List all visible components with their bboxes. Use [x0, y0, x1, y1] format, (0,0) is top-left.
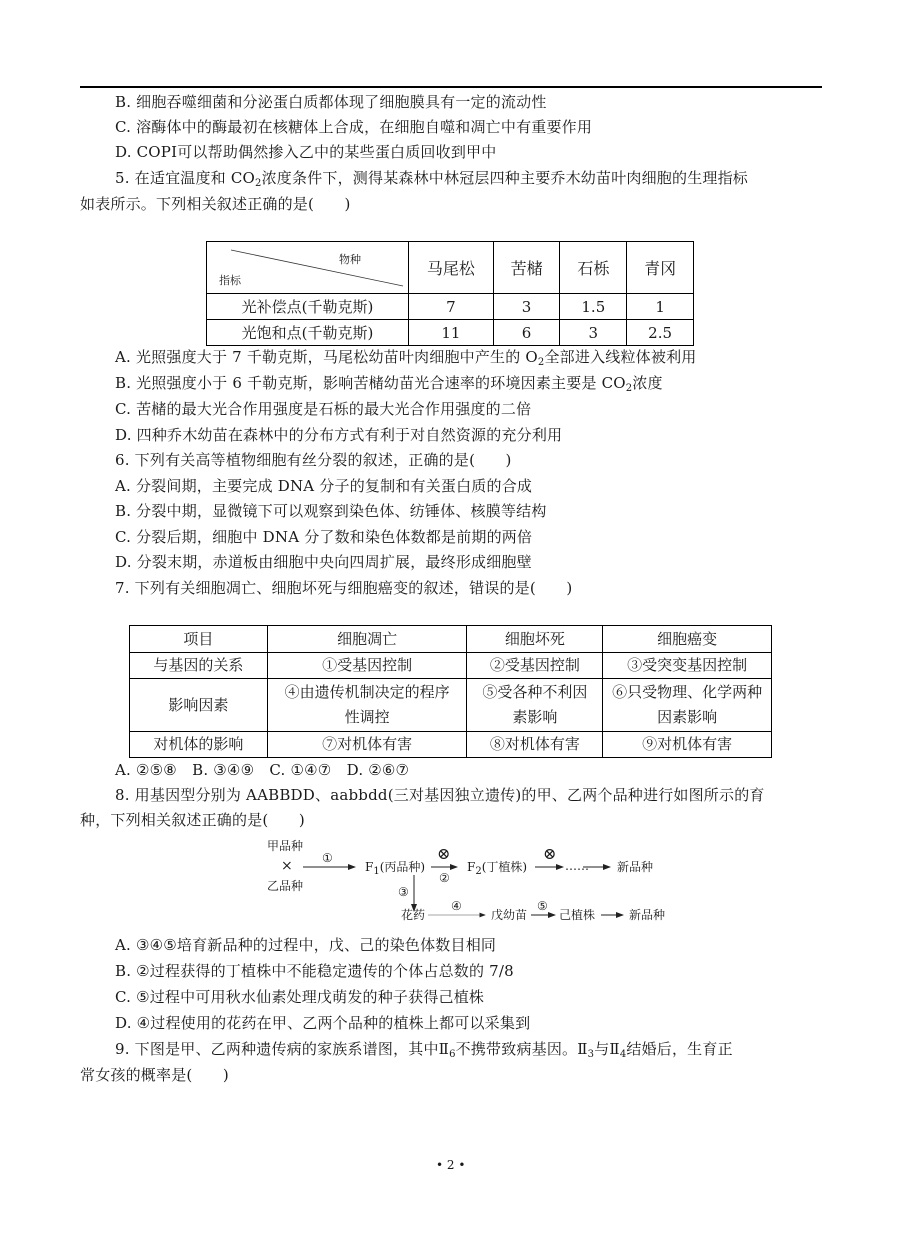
f1-node: $F_1$(丙品种)	[365, 860, 426, 877]
row-label: 与基因的关系	[130, 653, 268, 679]
q8-option-a: A. ③④⑤培育新品种的过程中，戊、己的染色体数目相同	[115, 936, 497, 954]
column-header: 细胞癌变	[603, 626, 772, 653]
plant-ji: 己植株	[559, 908, 596, 922]
cell: ③受突变基因控制	[603, 653, 772, 679]
column-header: 细胞凋亡	[267, 626, 467, 653]
cell: 3	[560, 320, 627, 346]
species-header: 石栎	[560, 242, 627, 294]
q5-stem-cont: 如表所示。下列相关叙述正确的是( )	[80, 195, 351, 213]
self-cross-icon: ⊗	[543, 844, 557, 863]
q5-table-corner	[207, 242, 409, 294]
column-header: 细胞坏死	[467, 626, 603, 653]
q9-stem-cont: 常女孩的概率是( )	[80, 1066, 229, 1084]
new-variety-2: 新品种	[629, 908, 666, 922]
cell: ①受基因控制	[267, 653, 467, 679]
cell: 6	[493, 320, 560, 346]
cell: 1	[627, 294, 694, 320]
q4-option-c: C. 溶酶体中的酶最初在核糖体上合成，在细胞自噬和凋亡中有重要作用	[115, 118, 593, 136]
q6-option-b: B. 分裂中期，显微镜下可以观察到染色体、纺锤体、核膜等结构	[115, 502, 547, 520]
q6-option-c: C. 分裂后期，细胞中 DNA 分了数和染色体数都是前期的两倍	[115, 528, 533, 546]
table-row	[130, 653, 772, 679]
q5-table	[206, 241, 694, 346]
q4-option-b: B. 细胞吞噬细菌和分泌蛋白质都体现了细胞膜具有一定的流动性	[115, 93, 547, 111]
q6-option-d: D. 分裂末期，赤道板由细胞中央向四周扩展，最终形成细胞壁	[115, 553, 532, 571]
cell: ⑤受各种不利因素影响	[467, 679, 603, 732]
q5-option-a: A. 光照强度大于 7 千勒克斯，马尾松幼苗叶肉细胞中产生的 $O_2$全部进入线粒体被利用	[115, 348, 697, 368]
anther-node: 花药	[401, 908, 426, 922]
q4-option-d: D. COPⅠ可以帮助偶然掺入乙中的某些蛋白质回收到甲中	[115, 143, 497, 161]
q8-option-d: D. ④过程使用的花药在甲、乙两个品种的植株上都可以采集到	[115, 1014, 531, 1032]
parent-jia: 甲品种	[267, 839, 304, 853]
step-4-label: ④	[451, 899, 462, 913]
step-2-label: ②	[439, 871, 450, 885]
column-header: 项目	[130, 626, 268, 653]
cell: ⑨对机体有害	[603, 732, 772, 758]
q8-stem: 8. 用基因型分别为 AABBDD、aabbdd(三对基因独立遗传)的甲、乙两个品种进行如图所示的育	[115, 786, 765, 804]
cell: ④由遗传机制决定的程序性调控	[267, 679, 467, 732]
new-variety-1: 新品种	[617, 860, 654, 874]
diagram-arrows	[255, 835, 675, 935]
table-row	[130, 732, 772, 758]
q5-stem: 5. 在适宜温度和 $CO_2$浓度条件下，测得某森林中林冠层四种主要乔木幼苗叶肉细胞的生理指标	[115, 169, 748, 189]
seedling-wu: 戊幼苗	[491, 908, 528, 922]
q9-stem: 9. 下图是甲、乙两种遗传病的家族系谱图，其中$Ⅱ_6$不携带致病基因。$Ⅱ_3$与$Ⅱ_4$结婚后，生育正	[115, 1040, 733, 1060]
cross-symbol: ×	[281, 858, 293, 874]
cell: 1.5	[560, 294, 627, 320]
header-rule	[80, 86, 822, 88]
page-number: • 2 •	[436, 1158, 466, 1172]
q5-option-c: C. 苦槠的最大光合作用强度是石栎的最大光合作用强度的二倍	[115, 400, 532, 418]
cell: 11	[409, 320, 494, 346]
parent-yi: 乙品种	[267, 879, 304, 893]
q8-stem-cont: 种，下列相关叙述正确的是( )	[80, 811, 305, 829]
q8-option-c: C. ⑤过程中可用秋水仙素处理戊萌发的种子获得己植株	[115, 988, 485, 1006]
q8-option-b: B. ②过程获得的丁植株中不能稳定遗传的个体占总数的 7/8	[115, 962, 514, 980]
cell: ⑧对机体有害	[467, 732, 603, 758]
table-row	[130, 679, 772, 732]
q7-options: A. ②⑤⑧ B. ③④⑨ C. ①④⑦ D. ②⑥⑦	[115, 761, 410, 779]
row-label: 对机体的影响	[130, 732, 268, 758]
q6-option-a: A. 分裂间期，主要完成 DNA 分子的复制和有关蛋白质的合成	[115, 477, 533, 495]
corner-col-label: 物种	[339, 253, 361, 266]
cell: 2.5	[627, 320, 694, 346]
step-3-label: ③	[398, 885, 409, 899]
species-header: 马尾松	[409, 242, 494, 294]
cell: 3	[493, 294, 560, 320]
cell: 7	[409, 294, 494, 320]
breeding-diagram	[255, 835, 675, 935]
row-label: 光饱和点(千勒克斯)	[207, 320, 409, 346]
cell: ⑥只受物理、化学两种因素影响	[603, 679, 772, 732]
corner-row-label: 指标	[219, 274, 241, 287]
cell: ②受基因控制	[467, 653, 603, 679]
self-cross-icon: ⊗	[437, 844, 451, 863]
species-header: 苦槠	[493, 242, 560, 294]
q5-option-b: B. 光照强度小于 6 千勒克斯，影响苦槠幼苗光合速率的环境因素主要是 $CO_2$浓度	[115, 374, 663, 394]
species-header: 青冈	[627, 242, 694, 294]
cell: ⑦对机体有害	[267, 732, 467, 758]
f2-node: $F_2$(丁植株)	[467, 860, 528, 877]
ellipsis: ……	[565, 859, 589, 873]
q7-stem: 7. 下列有关细胞凋亡、细胞坏死与细胞癌变的叙述，错误的是( )	[115, 579, 573, 597]
q7-table	[129, 625, 772, 758]
table-row	[207, 294, 694, 320]
table-header-row	[130, 626, 772, 653]
step-5-label: ⑤	[537, 899, 548, 913]
row-label: 影响因素	[130, 679, 268, 732]
q6-stem: 6. 下列有关高等植物细胞有丝分裂的叙述，正确的是( )	[115, 451, 512, 469]
q5-option-d: D. 四种乔木幼苗在森林中的分布方式有利于对自然资源的充分利用	[115, 426, 563, 444]
table-row	[207, 320, 694, 346]
row-label: 光补偿点(千勒克斯)	[207, 294, 409, 320]
step-1-label: ①	[322, 851, 333, 865]
